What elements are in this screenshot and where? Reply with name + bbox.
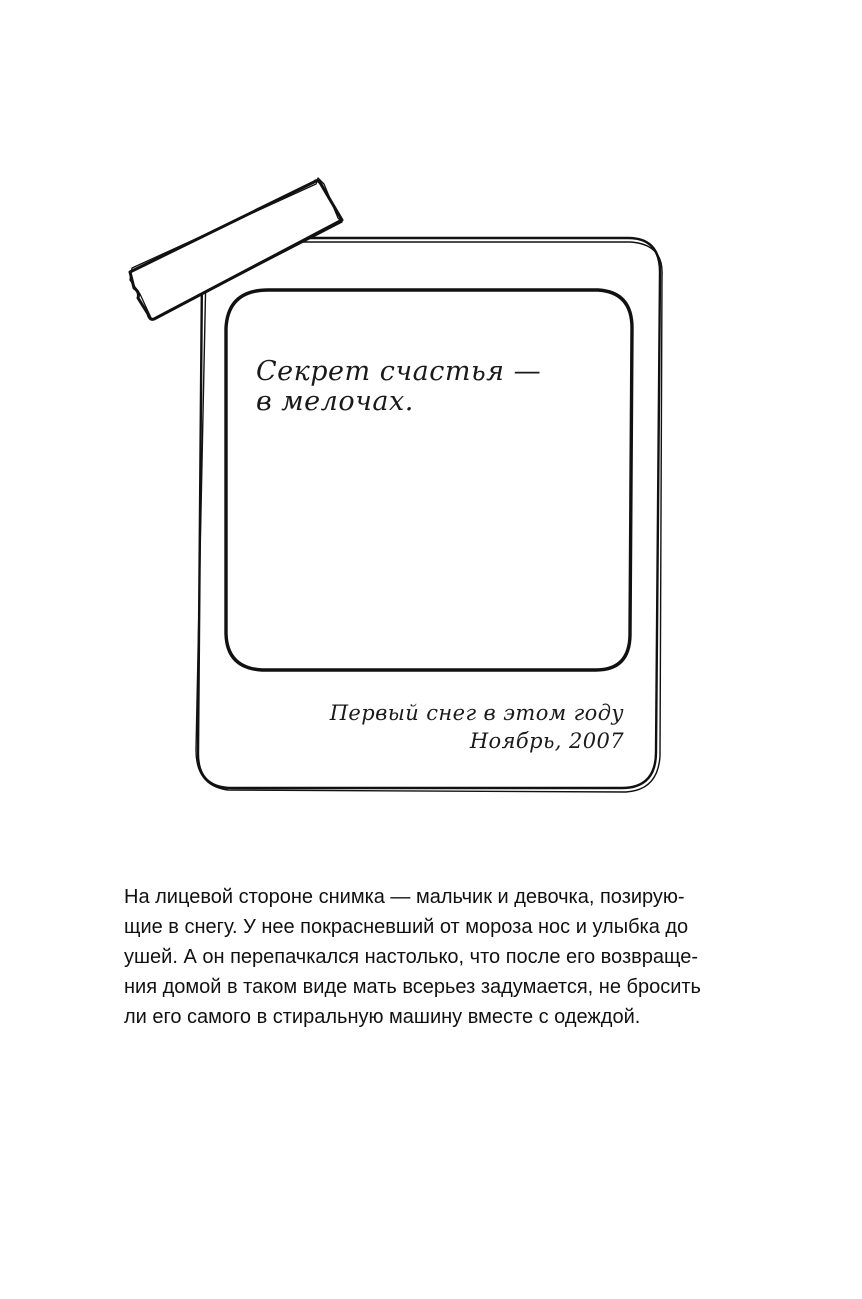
caption-line-1: Секрет счастья — [256, 356, 542, 387]
paragraph-line: ния домой в таком виде мать всерьез задумается, не бросить [124, 976, 701, 998]
body-paragraph [124, 882, 744, 1032]
paragraph-line: щие в снегу. У нее покрасневший от мороза нос и улыбка до [124, 916, 689, 938]
signature-line-1: Первый снег в этом году [329, 701, 624, 725]
paragraph-line: ли его самого в стиральную машину вместе с одеждой. [124, 1006, 641, 1028]
caption-line-2: в мелочах. [256, 386, 414, 417]
photo-window [226, 290, 632, 670]
paragraph-line: ушей. А он перепачкался настолько, что после его возвраще- [124, 946, 699, 968]
signature-line-2: Ноябрь, 2007 [469, 729, 624, 753]
paragraph-line: На лицевой стороне снимка — мальчик и девочка, позирую- [124, 886, 685, 908]
